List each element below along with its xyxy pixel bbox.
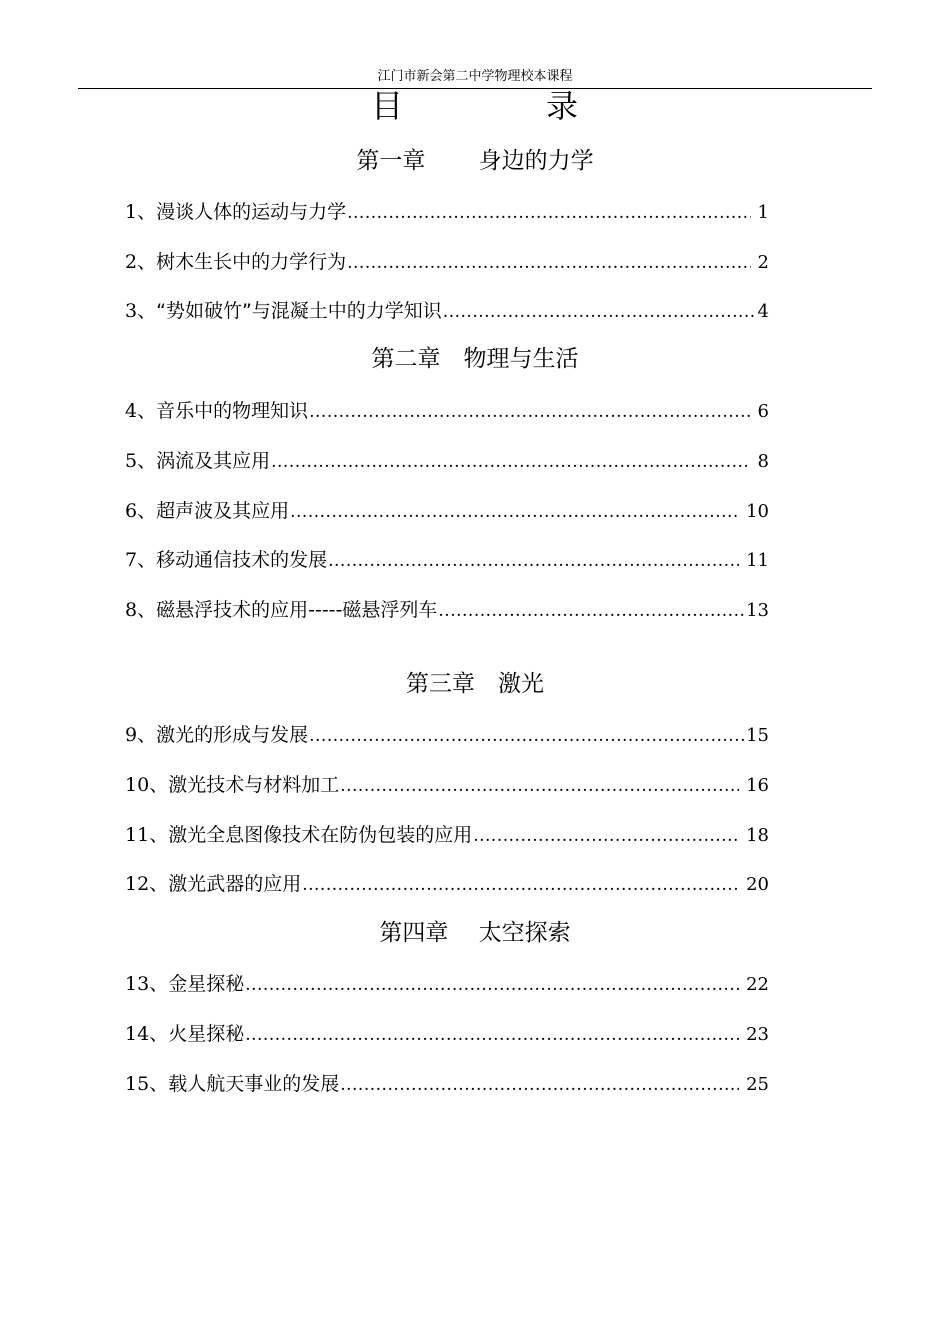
entry-number: 12 xyxy=(125,873,150,895)
chapter-heading: 第二章 物理与生活 xyxy=(371,346,579,372)
toc-entry[interactable]: 10、激光技术与材料加工 ..... 16 xyxy=(125,772,769,798)
toc-entry[interactable]: 13、金星探秘 ..... 22 xyxy=(125,971,769,997)
entry-title: 音乐中的物理知识 xyxy=(156,400,309,422)
entry-title: 涡流及其应用 xyxy=(156,450,271,472)
entry-page: 16 xyxy=(740,775,769,796)
entry-page: 23 xyxy=(740,1024,769,1045)
dot-leader xyxy=(347,200,751,226)
toc-entry[interactable]: 5、涡流及其应用 ..... 8 xyxy=(125,448,769,474)
dot-leader xyxy=(473,823,739,849)
dot-leader xyxy=(245,1022,739,1048)
entry-number: 5 xyxy=(125,450,138,472)
entry-title: 磁悬浮技术的应用-----磁悬浮列车 xyxy=(156,599,438,621)
entry-number: 4 xyxy=(125,400,138,422)
toc-title-char-2: 录 xyxy=(546,87,579,125)
entry-number: 8 xyxy=(125,599,138,621)
entry-title: 移动通信技术的发展 xyxy=(156,549,328,571)
entry-number: 7 xyxy=(125,549,138,571)
entry-page: 8 xyxy=(751,451,769,472)
entry-title: 载人航天事业的发展 xyxy=(168,1073,340,1095)
toc-title xyxy=(0,88,950,124)
toc-entry[interactable]: 15、载人航天事业的发展 ..... 25 xyxy=(125,1071,769,1097)
dot-leader xyxy=(347,250,751,276)
dot-leader xyxy=(340,1072,739,1098)
toc-entry[interactable]: 4、音乐中的物理知识 ..... 6 xyxy=(125,398,769,424)
toc-entry[interactable]: 11、激光全息图像技术在防伪包装的应用 ..... 18 xyxy=(125,822,769,848)
toc-entry[interactable]: 8、磁悬浮技术的应用-----磁悬浮列车 ..... 13 xyxy=(125,597,769,623)
dot-leader xyxy=(271,449,751,475)
entry-title: 金星探秘 xyxy=(168,973,245,995)
entry-page: 1 xyxy=(751,202,769,223)
entry-number: 13 xyxy=(125,973,150,995)
dot-leader xyxy=(245,972,739,998)
entry-page: 22 xyxy=(740,974,769,995)
entry-title: 火星探秘 xyxy=(168,1023,245,1045)
entry-page: 25 xyxy=(740,1074,769,1095)
entry-page: 20 xyxy=(740,874,769,895)
toc-entry[interactable]: 12、激光武器的应用 ..... 20 xyxy=(125,871,769,897)
entry-number: 1 xyxy=(125,201,138,223)
entry-title: 激光全息图像技术在防伪包装的应用 xyxy=(168,824,473,846)
entry-number: 3 xyxy=(125,300,138,322)
dot-leader xyxy=(443,299,757,325)
entry-number: 15 xyxy=(125,1073,150,1095)
entry-page: 18 xyxy=(740,825,769,846)
entry-title: 超声波及其应用 xyxy=(156,500,290,522)
entry-title: “势如破竹”与混凝土中的力学知识 xyxy=(156,300,442,322)
entry-number: 9 xyxy=(125,724,138,746)
toc-entry[interactable]: 14、火星探秘 ..... 23 xyxy=(125,1021,769,1047)
entry-title: 漫谈人体的运动与力学 xyxy=(156,201,347,223)
entry-page: 4 xyxy=(757,301,769,322)
entry-title: 激光武器的应用 xyxy=(168,873,302,895)
entry-number: 6 xyxy=(125,500,138,522)
dot-leader xyxy=(302,872,739,898)
entry-number: 2 xyxy=(125,251,138,273)
entry-page: 11 xyxy=(740,550,769,571)
dot-leader xyxy=(309,723,745,749)
entry-page: 15 xyxy=(746,725,769,746)
toc-title-char-1: 目 xyxy=(371,87,404,125)
dot-leader xyxy=(290,499,739,525)
dot-leader xyxy=(438,598,745,624)
dot-leader xyxy=(340,773,739,799)
entry-number: 10 xyxy=(125,774,150,796)
entry-title: 激光的形成与发展 xyxy=(156,724,309,746)
toc-entry[interactable]: 6、超声波及其应用 ..... 10 xyxy=(125,498,769,524)
entry-title: 树木生长中的力学行为 xyxy=(156,251,347,273)
toc-entry[interactable]: 2、树木生长中的力学行为 ..... 2 xyxy=(125,249,769,275)
toc-entry[interactable]: 1、漫谈人体的运动与力学 ..... 1 xyxy=(125,199,769,225)
toc-entry[interactable]: 7、移动通信技术的发展 ..... 11 xyxy=(125,547,769,573)
entry-title: 激光技术与材料加工 xyxy=(168,774,340,796)
entry-page: 13 xyxy=(746,600,769,621)
entry-page: 10 xyxy=(740,501,769,522)
entry-page: 2 xyxy=(751,252,769,273)
dot-leader xyxy=(309,399,751,425)
chapter-heading: 第四章 太空探索 xyxy=(379,920,571,946)
toc-entry[interactable]: 9、激光的形成与发展 ..... 15 xyxy=(125,722,769,748)
toc-entry[interactable]: 3、“势如破竹”与混凝土中的力学知识 ..... 4 xyxy=(125,298,769,324)
entry-number: 14 xyxy=(125,1023,150,1045)
chapter-heading: 第一章 身边的力学 xyxy=(356,148,594,174)
chapter-heading: 第三章 激光 xyxy=(406,671,544,697)
dot-leader xyxy=(328,548,739,574)
entry-number: 11 xyxy=(125,824,150,846)
page-header: 江门市新会第二中学物理校本课程 xyxy=(377,69,573,84)
entry-page: 6 xyxy=(751,401,769,422)
